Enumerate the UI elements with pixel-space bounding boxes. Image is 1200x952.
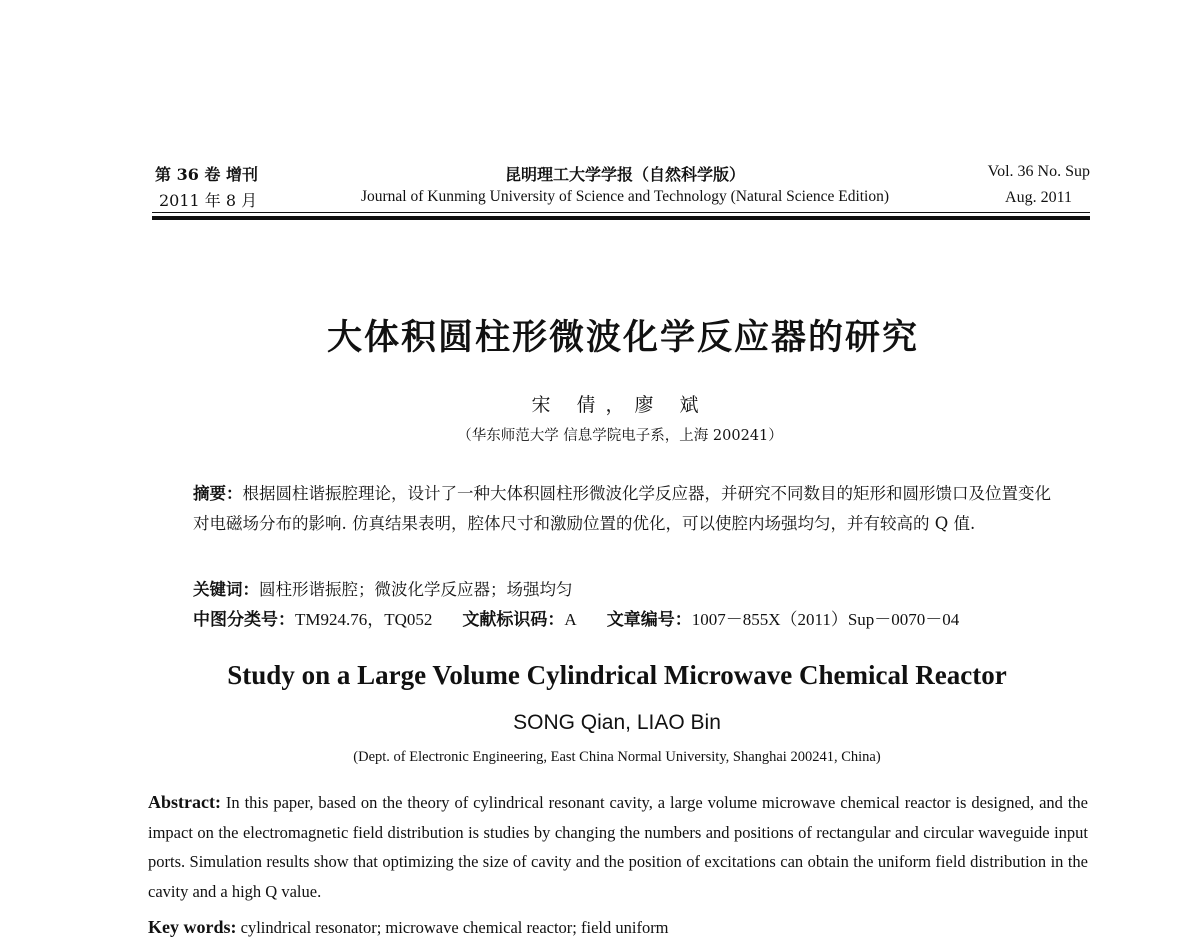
- abstract-cn: [193, 479, 1063, 538]
- keywords-en-label: Key words:: [148, 917, 237, 937]
- article-no-label: 文章编号：: [606, 610, 692, 630]
- affiliation-en: (Dept. of Electronic Engineering, East China Normal University, Shanghai 200241, China): [353, 749, 881, 765]
- volume-issue-cn: 第 36 卷 增刊: [155, 165, 258, 184]
- header-rule-thin: [152, 212, 1090, 213]
- keywords-cn-text: 圆柱形谐振腔；微波化学反应器；场强均匀: [259, 580, 573, 599]
- abstract-cn-label: 摘要：: [193, 484, 243, 503]
- journal-title-en: Journal of Kunming University of Science and Technology (Natural Science Edition): [360, 188, 890, 205]
- doc-code-value: A: [564, 610, 577, 629]
- authors-cn: 宋 倩，廖 斌: [531, 394, 709, 416]
- keywords-en-text: cylindrical resonator; microwave chemical reactor; field uniform: [240, 918, 669, 937]
- paper-title-en: Study on a Large Volume Cylindrical Microwave Chemical Reactor: [227, 660, 1007, 690]
- article-no-value: 1007－855X（2011）Sup－0070－04: [691, 610, 960, 629]
- abstract-en-label: Abstract:: [148, 792, 221, 812]
- doc-code-label: 文献标识码：: [462, 610, 565, 630]
- keywords-cn: [193, 575, 1063, 605]
- abstract-en-text: In this paper, based on the theory of cylindrical resonant cavity, a large volume microwave chemical reactor is designed, and the impact on the electromagnetic field distribution is studies by changing the numbers and positions of rectangular and circular waveguide input ports. Simulation results show that optimizing the size of cavity and the position of excitations can obtain the uniform field distribution in the cavity and a high Q value.: [148, 793, 1089, 901]
- classification-line: [193, 605, 1063, 636]
- volume-issue-en: Vol. 36 No. Sup: [987, 163, 1090, 180]
- keywords-cn-label: 关键词：: [193, 580, 259, 599]
- abstract-cn-text: 根据圆柱谐振腔理论，设计了一种大体积圆柱形微波化学反应器，并研究不同数目的矩形和圆形馈口及位置变化对电磁场分布的影响. 仿真结果表明，腔体尺寸和激励位置的优化，可以使腔内场强均匀，并有较高的 Q 值.: [193, 484, 1051, 533]
- header-rule-thick: [152, 216, 1090, 220]
- paper-title-cn: 大体积圆柱形微波化学反应器的研究: [326, 318, 919, 358]
- abstract-en: [148, 788, 1088, 906]
- authors-en: SONG Qian, LIAO Bin: [513, 711, 721, 734]
- date-cn: 2011 年 8 月: [159, 191, 258, 210]
- affiliation-cn: （华东师范大学 信息学院电子系，上海 200241）: [457, 428, 783, 444]
- keywords-en: [148, 913, 1088, 943]
- date-en: Aug. 2011: [1005, 189, 1072, 206]
- journal-title-cn: 昆明理工大学学报（自然科学版）: [504, 165, 745, 184]
- clc-label: 中图分类号：: [193, 610, 295, 630]
- clc-value: TM924.76，TQ052: [295, 610, 433, 629]
